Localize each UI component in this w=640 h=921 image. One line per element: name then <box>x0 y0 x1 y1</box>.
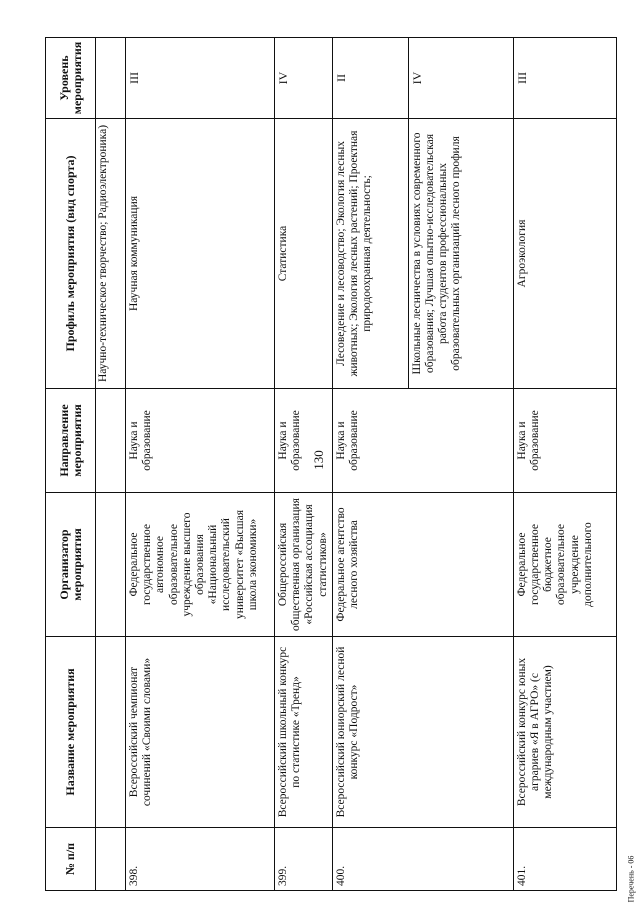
table-row-continuation <box>96 38 126 891</box>
header-profile: Профиль мероприятия (вид спорта) <box>46 119 96 389</box>
cell-direction: Наука и образование <box>126 389 275 493</box>
cell-name: Всероссийский юниорский лесной конкурс «Подрост» <box>332 637 513 828</box>
cell-level: III <box>513 38 616 119</box>
table-row <box>275 38 333 891</box>
cell-name: Всероссийский конкурс юных аграриев «Я в АГРО» (с международным участием) <box>513 637 616 828</box>
cell-num: 401. <box>513 828 616 891</box>
cell-organizer: Федеральное государственное бюджетное образовательное учреждение дополнительного <box>513 493 616 637</box>
cell-num: 400. <box>332 828 513 891</box>
cell-profile: Агроэкология <box>513 119 616 389</box>
cell-direction: Наука и образование <box>332 389 513 493</box>
cell-direction: Наука и образование <box>513 389 616 493</box>
cell-name: Всероссийский чемпионат сочинений «Своими словами» <box>126 637 275 828</box>
cell-level: II <box>332 38 408 119</box>
events-table <box>45 37 617 891</box>
cell-profile: Статистика <box>275 119 333 389</box>
table-row <box>126 38 275 891</box>
table-row <box>332 38 408 891</box>
table-row <box>513 38 616 891</box>
cell-profile: Научная коммуникация <box>126 119 275 389</box>
rotated-table-wrapper <box>45 38 610 891</box>
header-name: Название мероприятия <box>46 637 96 828</box>
header-level: Уровень мероприятия <box>46 38 96 119</box>
header-direction: Направление мероприятия <box>46 389 96 493</box>
cell-name: Всероссийский школьный конкурс по статистике «Тренд» <box>275 637 333 828</box>
cell-empty <box>96 828 126 891</box>
table-header-row <box>46 38 96 891</box>
cell-empty <box>96 637 126 828</box>
cell-empty <box>96 493 126 637</box>
footer-note: Перечень - 06 <box>626 855 636 903</box>
cell-profile-secondary: Школьные лесничества в условиях современного образования; Лучшая опытно-исследовательская работа студентов профессиональных образовательных организаций лесного профиля <box>408 119 513 389</box>
cell-empty <box>96 389 126 493</box>
cell-organizer: Общероссийская общественная организация «Российская ассоциация статистиков» <box>275 493 333 637</box>
cell-num: 398. <box>126 828 275 891</box>
cell-profile: Лесоведение и лесоводство; Экология лесных животных; Экология лесных растений; Проектная природоохранная деятельность; <box>332 119 408 389</box>
header-organizer: Организатор мероприятия <box>46 493 96 637</box>
header-num: № п/п <box>46 828 96 891</box>
cell-level: III <box>126 38 275 119</box>
cell-profile-continued: Научно-техническое творчество; Радиоэлектроника) <box>96 119 126 389</box>
cell-direction: Наука и образование <box>275 389 333 493</box>
cell-empty <box>96 38 126 119</box>
cell-num: 399. <box>275 828 333 891</box>
cell-organizer: Федеральное агентство лесного хозяйства <box>332 493 513 637</box>
cell-organizer: Федеральное государственное автономное образовательное учреждение высшего образования «Национальный исследовательский университет «Высшая школа экономики» <box>126 493 275 637</box>
page-number: 130 <box>311 450 326 470</box>
cell-level: IV <box>275 38 333 119</box>
cell-level-secondary: IV <box>408 38 513 119</box>
